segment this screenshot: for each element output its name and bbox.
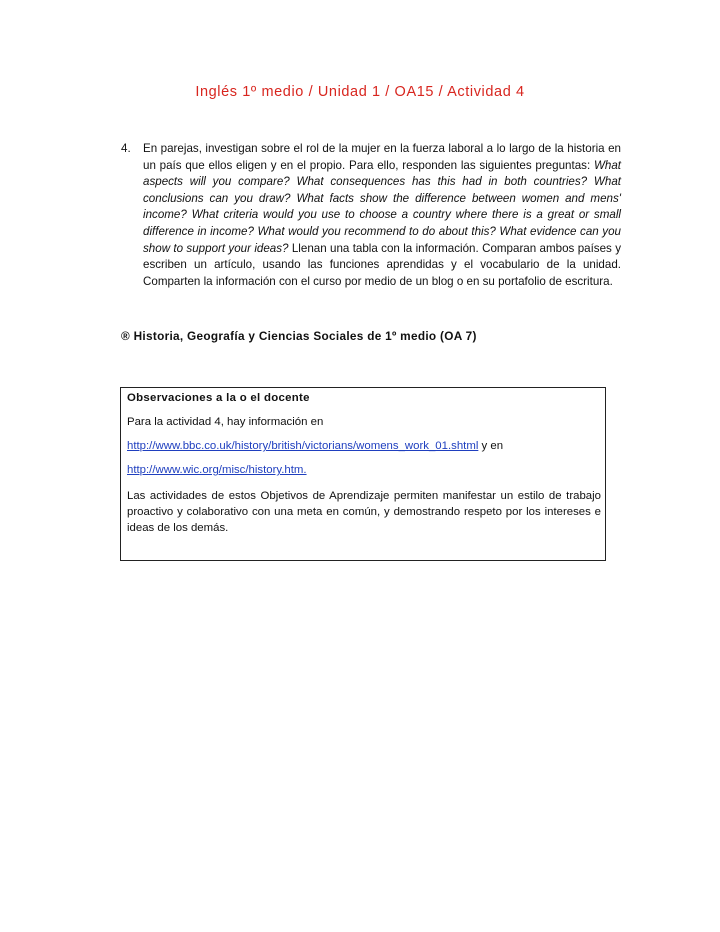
link-connector: y en [478,440,504,452]
teacher-notes-box [120,387,606,561]
activity-text [143,141,621,290]
activity-item [121,141,621,290]
activity-intro: En parejas, investigan sobre el rol de la mujer en la fuerza laboral a lo largo de la historia en un país que ellos eligen y en el propio. Para ello, responden las siguientes preguntas: [143,142,621,172]
teacher-notes-intro: Para la actividad 4, hay información en [127,416,324,428]
activity-rest: Llenan una tabla con la información. Comparan ambos países y escriben un artículo, usando las funciones aprendidas y el vocabulario de la unidad. Comparten la información con el curso por medio de un blog o en su portafolio de escritura. [143,241,621,288]
cross-reference-text: Historia, Geografía y Ciencias Sociales de 1º medio (OA 7) [133,329,477,343]
activity-questions: What aspects will you compare? What consequences has this had in both countries? What conclusions can you draw? What facts show the difference between women and mens' income? What criteria would you use to choose a country where there is a great or small difference in income? What would you recommend to do about this? What evidence can you show to support your ideas? [143,158,621,255]
teacher-notes-link-line-2 [127,464,605,476]
bbc-link[interactable]: http://www.bbc.co.uk/history/british/victorians/womens_work_01.shtml [127,440,479,452]
activity-number: 4. [121,142,131,155]
teacher-notes-title: Observaciones a la o el docente [127,392,310,404]
registered-icon: ® [121,329,130,343]
page-title: Inglés 1º medio / Unidad 1 / OA15 / Actividad 4 [195,84,525,100]
teacher-notes-paragraph: Las actividades de estos Objetivos de Aprendizaje permiten manifestar un estilo de trabajo proactivo y colaborativo con una meta en común, y demostrando respeto por los intereses e ideas de los demás. [127,490,601,534]
teacher-notes-link-line [127,440,605,452]
cross-reference [121,329,621,343]
wic-link[interactable]: http://www.wic.org/misc/history.htm. [127,464,307,476]
